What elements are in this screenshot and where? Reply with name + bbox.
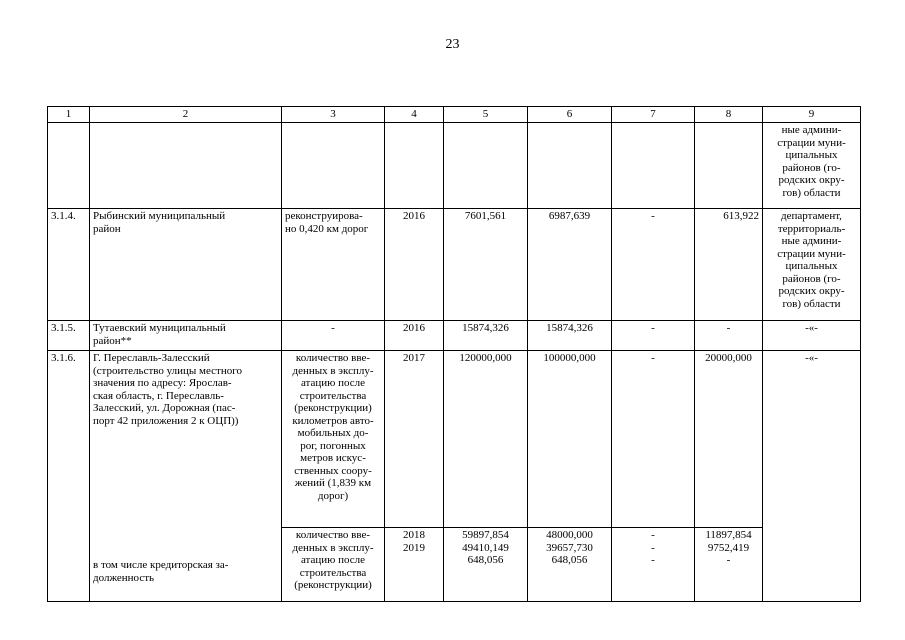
row-total-2: 59897,854 49410,149 648,056 bbox=[444, 528, 528, 602]
row-regional: 15874,326 bbox=[528, 321, 612, 351]
header-cell: 6 bbox=[528, 107, 612, 123]
row-regional: 100000,000 bbox=[528, 351, 612, 528]
executor-cell: ные админи- страции муни- ципальных районов (го- родских окру- гов) области bbox=[763, 123, 861, 209]
row-local-2: 11897,854 9752,419 - bbox=[695, 528, 763, 602]
row-result-2: количество вве- денных в эксплу- атацию после строительства (реконструкции) bbox=[282, 528, 385, 602]
row-name: Тутаевский муниципальный район** bbox=[90, 321, 282, 351]
page-number: 23 bbox=[445, 37, 460, 52]
row-local: - bbox=[695, 321, 763, 351]
row-name: Г. Переславль-Залесский (строительство улицы местного значения по адресу: Ярослав- ская область, г. Переславль- Залесский, ул. Дорожная (пас- порт 42 приложения 2 к ОЦП)) bbox=[93, 352, 242, 427]
row-number: 3.1.6. bbox=[48, 351, 90, 602]
row-name: Рыбинский муниципальный район bbox=[90, 209, 282, 321]
row-total: 120000,000 bbox=[444, 351, 528, 528]
header-cell: 2 bbox=[90, 107, 282, 123]
row-result: - bbox=[282, 321, 385, 351]
header-cell: 8 bbox=[695, 107, 763, 123]
row-federal: - bbox=[612, 351, 695, 528]
row-year: 2016 bbox=[385, 209, 444, 321]
table-row bbox=[48, 209, 861, 321]
row-federal-2: - - - bbox=[612, 528, 695, 602]
table-row-continuation bbox=[48, 123, 861, 209]
row-name-cell bbox=[90, 351, 282, 602]
header-cell: 7 bbox=[612, 107, 695, 123]
row-years-2: 2018 2019 bbox=[385, 528, 444, 602]
row-result: реконструирова- но 0,420 км дорог bbox=[282, 209, 385, 321]
row-local: 613,922 bbox=[695, 209, 763, 321]
executor-cell: -«- bbox=[763, 321, 861, 351]
row-year: 2017 bbox=[385, 351, 444, 528]
header-cell: 3 bbox=[282, 107, 385, 123]
row-total: 15874,326 bbox=[444, 321, 528, 351]
executor-cell: департамент, территориаль- ные админи- страции муни- ципальных районов (го- родских окру- гов) области bbox=[763, 209, 861, 321]
row-total: 7601,561 bbox=[444, 209, 528, 321]
row-number: 3.1.4. bbox=[48, 209, 90, 321]
row-regional: 6987,639 bbox=[528, 209, 612, 321]
row-year: 2016 bbox=[385, 321, 444, 351]
header-cell: 5 bbox=[444, 107, 528, 123]
program-table bbox=[47, 106, 861, 602]
row-federal: - bbox=[612, 321, 695, 351]
header-cell: 9 bbox=[763, 107, 861, 123]
row-local: 20000,000 bbox=[695, 351, 763, 528]
header-cell: 1 bbox=[48, 107, 90, 123]
row-regional-2: 48000,000 39657,730 648,056 bbox=[528, 528, 612, 602]
header-cell: 4 bbox=[385, 107, 444, 123]
executor-cell: -«- bbox=[763, 351, 861, 602]
table-row bbox=[48, 321, 861, 351]
row-number: 3.1.5. bbox=[48, 321, 90, 351]
row-result: количество вве- денных в эксплу- атацию после строительства (реконструкции) километров авто- мобильных до- рог, погонных метров искус- ственных соору- жений (1,839 км дорог) bbox=[282, 351, 385, 528]
row-name-sub: в том числе кредиторская за- долженность bbox=[93, 559, 229, 584]
table-row bbox=[48, 351, 861, 528]
row-federal: - bbox=[612, 209, 695, 321]
header-row bbox=[48, 107, 861, 123]
